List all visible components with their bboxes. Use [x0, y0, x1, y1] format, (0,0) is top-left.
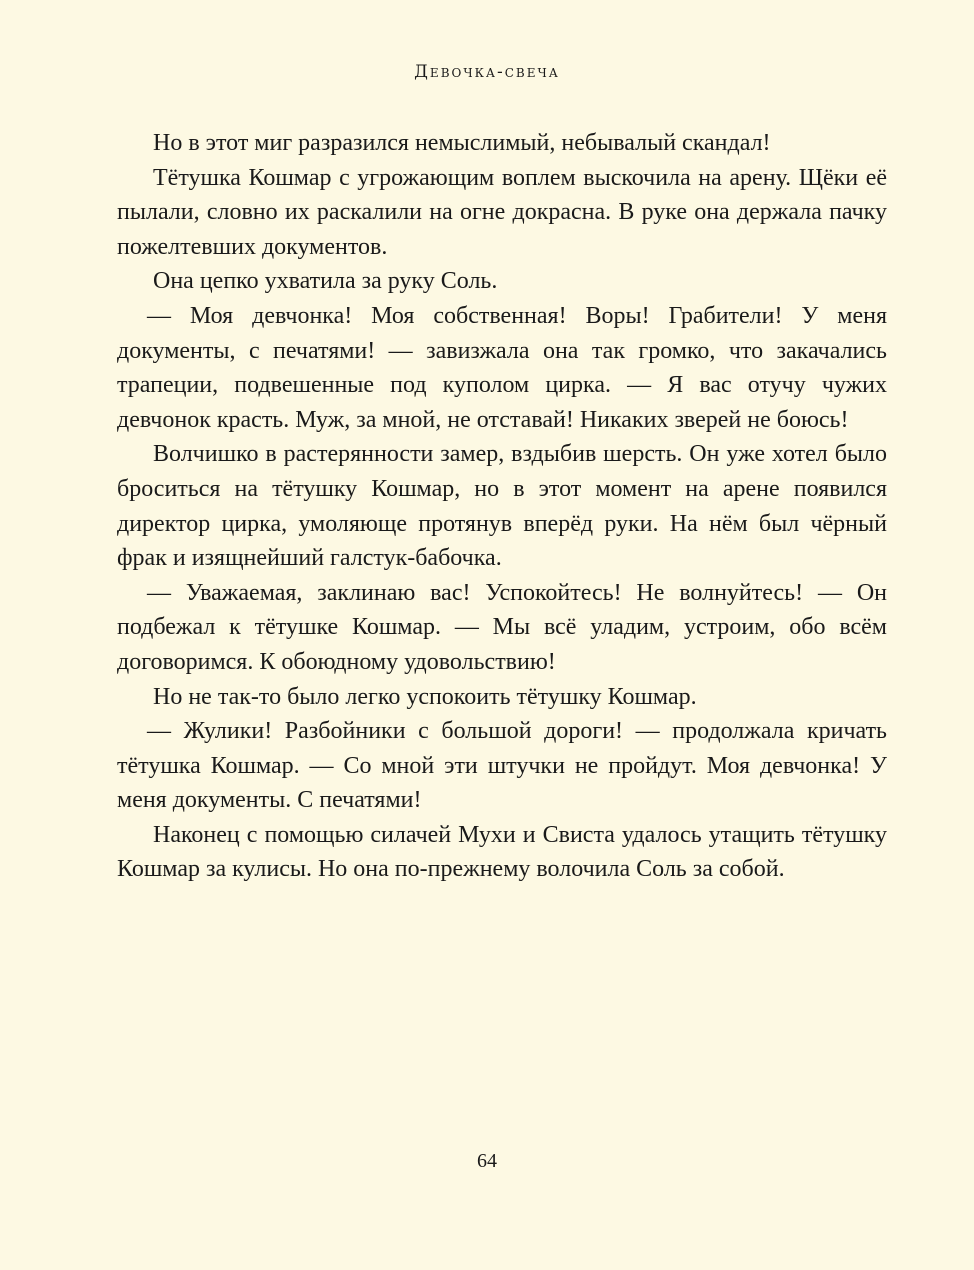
- body-text: [117, 126, 887, 887]
- paragraph: Но не так-то было легко успокоить тётушку Кошмар.: [153, 683, 697, 710]
- paragraph: Тётушка Кошмар с угрожающим воплем выскочила на арену. Щёки её пылали, словно их раскалили на огне докрасна. В руке она держала пачку пожелтевших документов.: [117, 164, 887, 260]
- dialogue-paragraph: — Моя девчонка! Моя собственная! Воры! Грабители! У меня документы, с печатями! — завизжала она так громко, что закачались трапеции, подвешенные под куполом цирка. — Я вас отучу чужих девчонок красть. Муж, за мной, не отставай! Никаких зверей не боюсь!: [117, 302, 887, 433]
- page-number: 64: [477, 1150, 497, 1172]
- paragraph: Наконец с помощью силачей Мухи и Свиста удалось утащить тётушку Кошмар за кулисы. Но она по-прежнему волочила Соль за собой.: [117, 821, 887, 883]
- paragraph: Но в этот миг разразился немыслимый, небывалый скандал!: [153, 130, 771, 156]
- running-header: Девочка-свеча: [414, 62, 560, 82]
- paragraph: Она цепко ухватила за руку Соль.: [153, 268, 498, 295]
- paragraph: Волчишко в растерянности замер, вздыбив шерсть. Он уже хотел было броситься на тётушку Кошмар, но в этот момент на арене появился директор цирка, умоляюще протянув вперёд руки. На нём был чёрный фрак и изящнейший галстук-бабочка.: [117, 441, 887, 572]
- dialogue-paragraph: — Жулики! Разбойники с большой дороги! — продолжала кричать тётушка Кошмар. — Со мной эти штучки не пройдут. Моя девчонка! У меня документы. С печатями!: [117, 718, 887, 814]
- dialogue-paragraph: — Уважаемая, заклинаю вас! Успокойтесь! Не волнуйтесь! — Он подбежал к тётушке Кошмар. — Мы всё уладим, устроим, обо всём договоримся. К обоюдному удовольствию!: [117, 579, 887, 675]
